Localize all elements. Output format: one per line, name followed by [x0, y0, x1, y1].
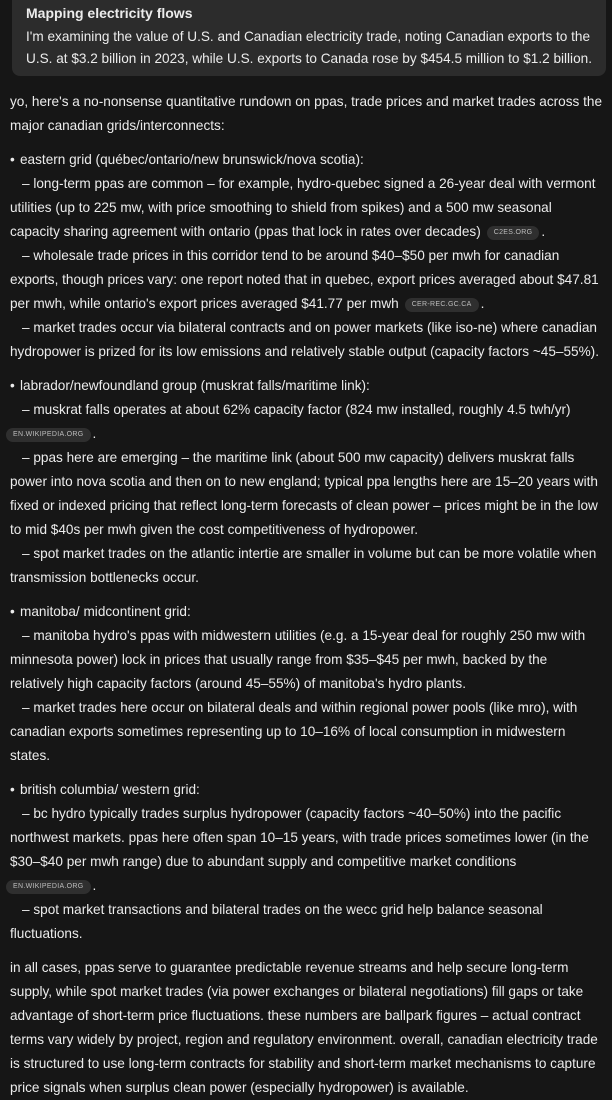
- list-item-text: – ppas here are emerging – the maritime link (about 500 mw capacity) delivers muskrat falls power into nova scotia and then on to new england; typical ppa lengths here are 15–20 years with fixed or indexed pricing that reflect long-term forecasts of clean power – prices might be in the low to mid $40s per mwh given the cost competitiveness of hydropower.: [10, 450, 598, 537]
- list-item-text: – bc hydro typically trades surplus hydropower (capacity factors ~40–50%) into the pacific northwest markets. ppas here often span 10–15 years, with trade prices sometimes lower (in the $30–$40 per mwh range) due to abundant supply and competitive market conditions: [10, 806, 589, 869]
- list-item: [10, 446, 604, 542]
- list-item-text: – market trades occur via bilateral contracts and on power markets (like iso-ne) where canadian hydropower is prized for its low emissions and relatively stable output (capacity factors ~45–55%).: [10, 320, 599, 359]
- section-title: [10, 374, 604, 398]
- list-item-text: – spot market trades on the atlantic intertie are smaller in volume but can be more volatile when transmission bottlenecks occur.: [10, 546, 597, 585]
- list-item-text: – spot market transactions and bilateral trades on the wecc grid help balance seasonal fluctuations.: [10, 902, 543, 941]
- list-item: [10, 624, 604, 696]
- reasoning-summary-card: [12, 0, 606, 76]
- citation-period: .: [92, 426, 97, 441]
- assistant-response: [0, 76, 612, 1100]
- reasoning-title: Mapping electricity flows: [26, 5, 193, 21]
- list-item: [10, 898, 604, 946]
- section-labrador-newfoundland: [10, 374, 604, 590]
- citation-period: .: [541, 224, 546, 239]
- citation-chip[interactable]: C2ES.ORG: [487, 226, 540, 240]
- bullet-icon: •: [10, 604, 15, 619]
- citation-period: .: [92, 878, 97, 893]
- list-item: [10, 244, 604, 316]
- citation-chip[interactable]: CER-REC.GC.CA: [405, 298, 479, 312]
- section-title-text: manitoba/ midcontinent grid:: [20, 604, 191, 619]
- section-title-text: eastern grid (québec/ontario/new brunswick/nova scotia):: [20, 152, 364, 167]
- bullet-icon: •: [10, 152, 15, 167]
- section-british-columbia: [10, 778, 604, 946]
- list-item-text: – long-term ppas are common – for example, hydro-quebec signed a 26-year deal with vermont utilities (up to 225 mw, with price smoothing to shield from spikes) and a 500 mw seasonal capacity sharing agreement with ontario (ppas that lock in rates over decades): [10, 176, 596, 239]
- list-item: [10, 802, 604, 898]
- list-item-text: – market trades here occur on bilateral deals and within regional power pools (like mro), with canadian exports sometimes representing up to 10–16% of local consumption in midwestern states.: [10, 700, 578, 763]
- section-manitoba: [10, 600, 604, 768]
- list-item-text: – manitoba hydro's ppas with midwestern utilities (e.g. a 15-year deal for roughly 250 mw with minnesota power) lock in prices that usually range from $35–$45 per mwh, backed by the relatively high capacity factors (around 45–55%) of manitoba's hydro plants.: [10, 628, 586, 691]
- citation-period: .: [480, 296, 485, 311]
- citation-chip[interactable]: EN.WIKIPEDIA.ORG: [6, 880, 91, 894]
- list-item-text: – wholesale trade prices in this corridor tend to be around $40–$50 per mwh for canadian exports, though prices vary: one report noted that in quebec, export prices averaged about $47.81 per mwh, while ontario's export prices averaged $41.77 per mwh: [10, 248, 599, 311]
- list-item: [10, 542, 604, 590]
- section-title-text: british columbia/ western grid:: [20, 782, 200, 797]
- section-title-text: labrador/newfoundland group (muskrat falls/maritime link):: [20, 378, 370, 393]
- citation-chip[interactable]: EN.WIKIPEDIA.ORG: [6, 428, 91, 442]
- bullet-icon: •: [10, 378, 15, 393]
- list-item: [10, 696, 604, 768]
- list-item-text: – muskrat falls operates at about 62% capacity factor (824 mw installed, roughly 4.5 twh/yr): [22, 402, 571, 417]
- section-title: [10, 600, 604, 624]
- bullet-icon: •: [10, 782, 15, 797]
- intro-paragraph: yo, here's a no-nonsense quantitative rundown on ppas, trade prices and market trades across the major canadian grids/interconnects:: [10, 94, 603, 133]
- section-title: [10, 778, 604, 802]
- conclusion-paragraph: in all cases, ppas serve to guarantee predictable revenue streams and help secure long-term supply, while spot market trades (via power exchanges or bilateral negotiations) fill gaps or take advantage of short-term price fluctuations. these numbers are ballpark figures – actual contract terms vary widely by project, region and regulatory environment. overall, canadian electricity trade is structured to use long-term contracts for stability and short-term market mechanisms to capture price signals when surplus clean power (especially hydropower) is available.: [10, 960, 598, 1095]
- list-item: [10, 316, 604, 364]
- list-item: [10, 398, 604, 446]
- section-eastern-grid: [10, 148, 604, 364]
- section-title: [10, 148, 604, 172]
- list-item: [10, 172, 604, 244]
- reasoning-text: I'm examining the value of U.S. and Canadian electricity trade, noting Canadian exports to the U.S. at $3.2 billion in 2023, while U.S. exports to Canada rose by $454.5 million to $1.2 billion.: [26, 29, 592, 66]
